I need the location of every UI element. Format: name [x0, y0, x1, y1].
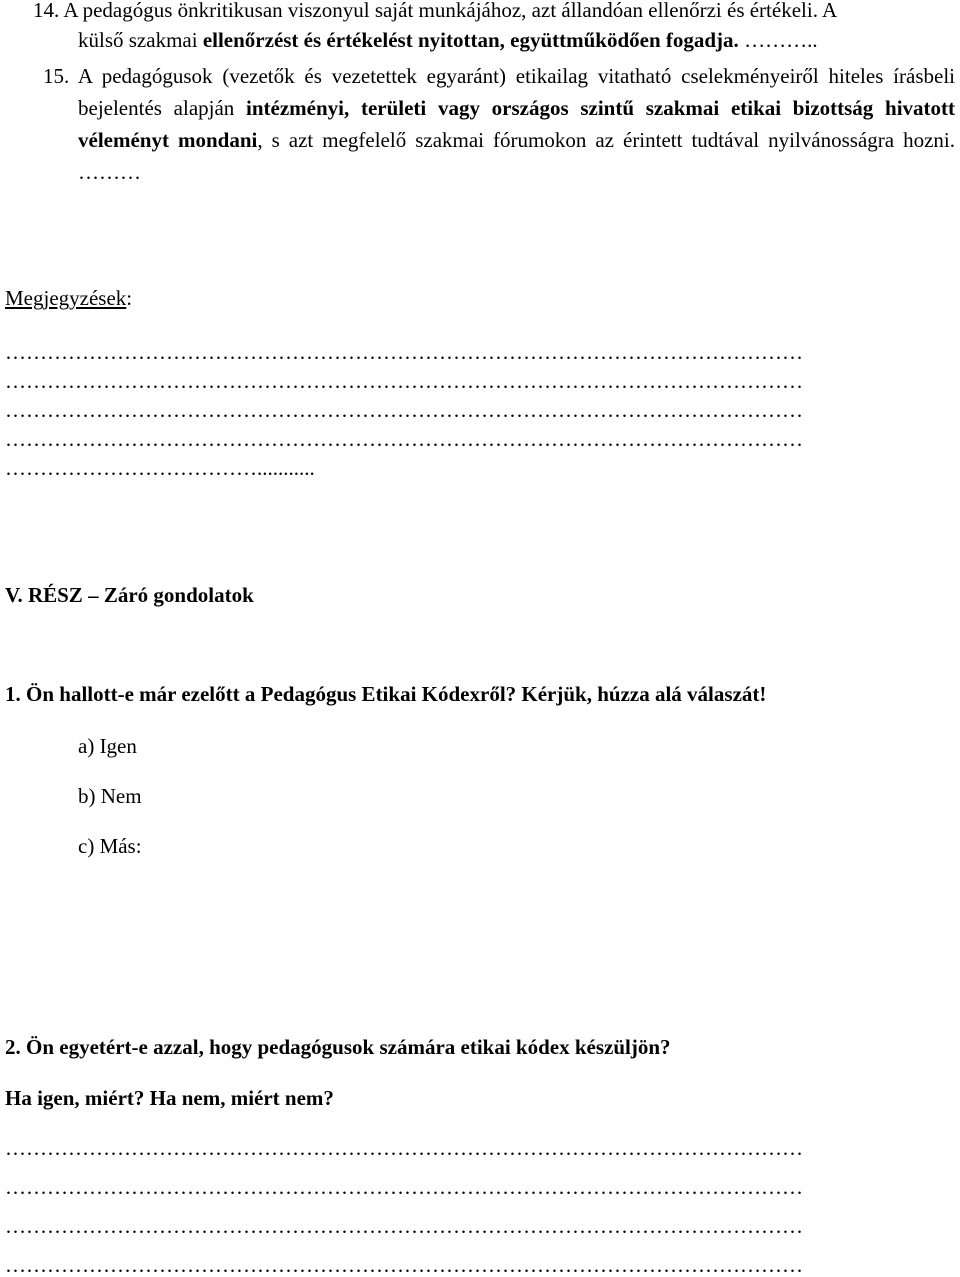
- question-2-followup: Ha igen, miért? Ha nem, miért nem?: [5, 1086, 334, 1110]
- notes-dot-line[interactable]: ………………………………...........: [5, 456, 315, 480]
- answer-option-b[interactable]: b) Nem: [78, 784, 142, 808]
- answer-dot-line[interactable]: ……………………………………………………………………………………………………: [5, 1253, 803, 1277]
- section-title: V. RÉSZ – Záró gondolatok: [5, 583, 254, 607]
- item-15-text-2: , s azt megfelelő szakmai fórumokon az érintett tudtával nyilvánosságra hozni. ………: [78, 128, 956, 184]
- item-15-paragraph: [43, 60, 956, 188]
- question-1: 1. Ön hallott-e már ezelőtt a Pedagógus Etikai Kódexről? Kérjük, húzza alá válaszát!: [5, 682, 767, 706]
- answer-dot-line[interactable]: ……………………………………………………………………………………………………: [5, 1136, 803, 1160]
- item-14-bold-text: ellenőrzést és értékelést nyitottan, együttműködően fogadja.: [202, 28, 739, 52]
- notes-dot-line[interactable]: ……………………………………………………………………………………………………: [5, 340, 803, 364]
- item-15-bold-text: intézményi, területi vagy országos szintű szakmai etikai bizottság hivatott véleményt mondani: [78, 96, 956, 152]
- item-14-normal-text: külső szakmai: [78, 28, 203, 52]
- answer-option-a[interactable]: a) Igen: [78, 734, 137, 758]
- notes-dot-line[interactable]: ……………………………………………………………………………………………………: [5, 398, 803, 422]
- item-14-tail: ………..: [738, 28, 818, 52]
- notes-label: Megjegyzések: [5, 286, 127, 310]
- question-2: 2. Ön egyetért-e azzal, hogy pedagógusok számára etikai kódex készüljön?: [5, 1035, 671, 1059]
- notes-dot-line[interactable]: ……………………………………………………………………………………………………: [5, 369, 803, 393]
- item-14-line-1: 14. A pedagógus önkritikusan viszonyul saját munkájához, azt állandóan ellenőrzi és értékeli. A: [33, 0, 838, 22]
- answer-dot-line[interactable]: ……………………………………………………………………………………………………: [5, 1214, 803, 1238]
- answer-option-c[interactable]: c) Más:: [78, 834, 142, 858]
- answer-dot-line[interactable]: ……………………………………………………………………………………………………: [5, 1175, 803, 1199]
- item-15-text-1: 15. A pedagógusok (vezetők és vezetettek egyaránt) etikailag vitatható cselekményeiről hiteles írásbeli bejelentés alapján: [43, 64, 955, 120]
- item-14-line-2: [78, 30, 818, 51]
- notes-dot-line[interactable]: ……………………………………………………………………………………………………: [5, 427, 803, 451]
- notes-heading: [5, 288, 132, 309]
- notes-colon: :: [126, 286, 133, 310]
